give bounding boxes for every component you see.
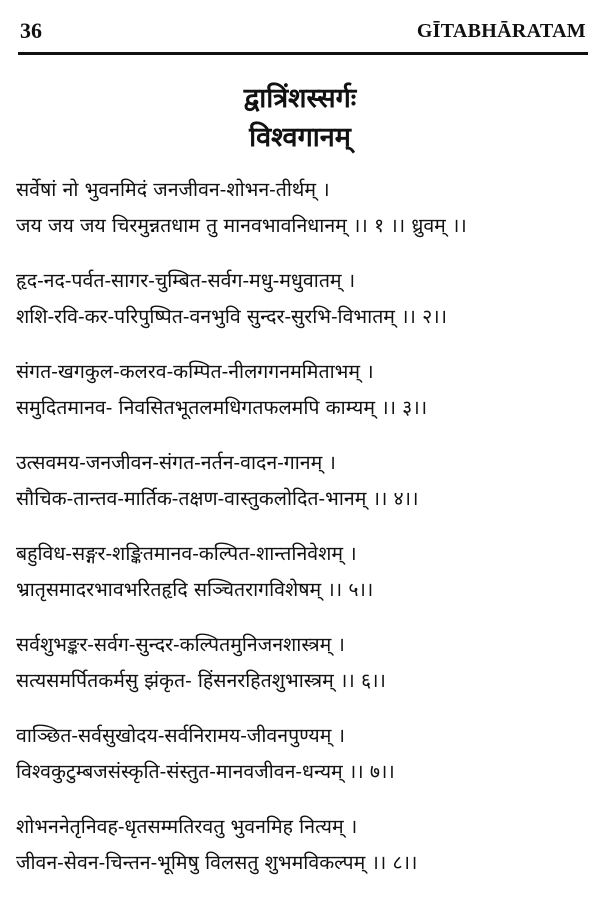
verse-line: वाञ्छित-सर्वसुखोदय-सर्वनिरामय-जीवनपुण्यम् ।	[16, 724, 345, 747]
page-header	[0, 0, 600, 60]
verse-line: सर्वेषां नो भुवनमिदं जनजीवन-शोभन-तीर्थम् ।	[16, 178, 330, 201]
verse-line: हृद-नद-पर्वत-सागर-चुम्बित-सर्वग-मधु-मधुवातम् ।	[16, 269, 356, 292]
verse-2	[16, 263, 586, 335]
verse-line: संगत-खगकुल-कलरव-कम्पित-नीलगगनममिताभम् ।	[16, 360, 374, 383]
verse-3	[16, 354, 586, 426]
verse-line: भ्रातृसमादरभावभरितहृदि सञ्चितरागविशेषम् ।। ५।।	[16, 578, 374, 601]
verse-line: बहुविध-सङ्गर-शङ्कितमानव-कल्पित-शान्तनिवेशम् ।	[16, 542, 357, 565]
verse-6	[16, 627, 586, 699]
verse-line: शशि-रवि-कर-परिपुष्पित-वनभुवि सुन्दर-सुरभि-विभातम् ।। २।।	[16, 305, 448, 328]
verse-line: समुदितमानव- निवसितभूतलमधिगतफलमपि काम्यम् ।। ३।।	[16, 396, 428, 419]
page-number: 36	[20, 18, 42, 43]
verse-1	[16, 172, 586, 244]
verse-7	[16, 718, 586, 790]
verse-list	[16, 172, 586, 900]
verse-8	[16, 809, 586, 881]
verse-line: सत्यसमर्पितकर्मसु झंकृत- हिंसनरहितशुभास्त्रम् ।। ६।।	[16, 669, 386, 692]
verse-line: सर्वशुभङ्कर-सर्वग-सुन्दर-कल्पितमुनिजनशास्त्रम् ।	[16, 633, 345, 656]
verse-line: जीवन-सेवन-चिन्तन-भूमिषु विलसतु शुभमविकल्पम् ।। ८।।	[16, 851, 418, 874]
verse-line: विश्वकुटुम्बजसंस्कृति-संस्तुत-मानवजीवन-धन्यम् ।। ७।।	[16, 760, 395, 783]
verse-line: सौचिक-तान्तव-मार्तिक-तक्षण-वास्तुकलोदित-भानम् ।। ४।।	[16, 487, 419, 510]
verse-line: शोभननेतृनिवह-धृतसम्मतिरवतु भुवनमिह नित्यम् ।	[16, 815, 358, 838]
running-title: GĪTABHĀRATAM	[416, 20, 586, 42]
chapter-subtitle: विश्वगानम्	[249, 122, 351, 153]
chapter-title: द्वात्रिंशस्सर्गः	[243, 83, 357, 114]
verse-4	[16, 445, 586, 517]
verse-line: जय जय जय चिरमुन्नतधाम तु मानवभावनिधानम् ।। १ ।। ध्रुवम् ।।	[16, 214, 467, 237]
verse-5	[16, 536, 586, 608]
header-rule	[18, 52, 588, 55]
verse-line: उत्सवमय-जनजीवन-संगत-नर्तन-वादन-गानम् ।	[16, 451, 336, 474]
